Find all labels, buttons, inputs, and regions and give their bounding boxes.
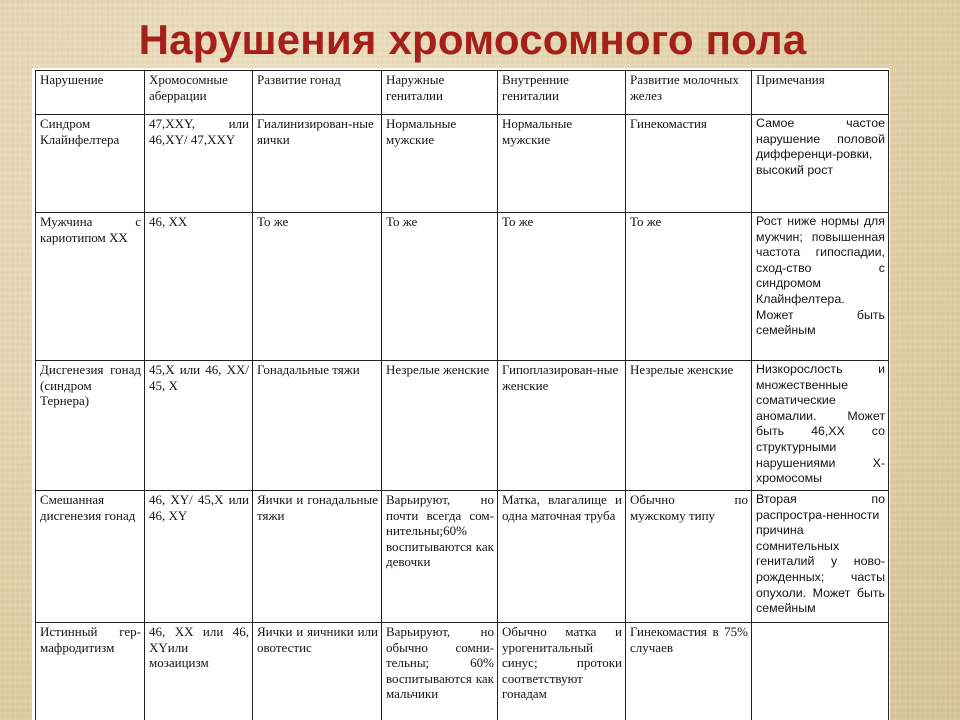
cell-external-genitalia: То же (382, 213, 498, 361)
header-breast-development: Развитие молочных желез (626, 71, 752, 115)
cell-external-genitalia: Варьируют, но обычно сомни-тельны; 60% воспитываются как мальчики (382, 623, 498, 720)
cell-aberrations: 46, XY/ 45,X или 46, XY (145, 491, 253, 623)
table-sheet (32, 68, 890, 720)
cell-notes: Самое частое нарушение половой дифференци-ровки, высокий рост (752, 115, 889, 213)
cell-aberrations: 46, XX или 46, XYили мозаицизм (145, 623, 253, 720)
header-notes: Примечания (752, 71, 889, 115)
cell-disorder: Мужчина с кариотипом XX (36, 213, 145, 361)
cell-breast-development: Незрелые женские (626, 361, 752, 491)
cell-internal-genitalia: То же (498, 213, 626, 361)
header-external-genitalia: Наружные гениталии (382, 71, 498, 115)
cell-gonads: Гонадальные тяжи (253, 361, 382, 491)
cell-breast-development: Гинекомастия в 75% случаев (626, 623, 752, 720)
cell-external-genitalia: Нормальные мужские (382, 115, 498, 213)
cell-internal-genitalia: Нормальные мужские (498, 115, 626, 213)
cell-disorder: Синдром Клайнфелтера (36, 115, 145, 213)
cell-internal-genitalia: Обычно матка и урогенитальный синус; протоки соответствуют гонадам (498, 623, 626, 720)
slide-title: Нарушения хромосомного пола (138, 16, 807, 63)
cell-notes: Низкорослость и множественные соматические аномалии. Может быть 46,XX со структурными нарушениями X-хромосомы (752, 361, 889, 491)
disorders-table (35, 70, 889, 720)
cell-disorder: Дисгенезия гонад (синдром Тернера) (36, 361, 145, 491)
cell-external-genitalia: Незрелые женские (382, 361, 498, 491)
cell-aberrations: 45,X или 46, XX/ 45, X (145, 361, 253, 491)
cell-breast-development: Обычно по мужскому типу (626, 491, 752, 623)
table-header-row (36, 71, 889, 115)
cell-disorder: Истинный гер-мафродитизм (36, 623, 145, 720)
cell-gonads: Яички и яичники или овотестис (253, 623, 382, 720)
header-gonads: Развитие гонад (253, 71, 382, 115)
header-internal-genitalia: Внутренние гениталии (498, 71, 626, 115)
cell-gonads: Гиалинизирован-ные яички (253, 115, 382, 213)
header-disorder: Нарушение (36, 71, 145, 115)
table-row (36, 115, 889, 213)
cell-breast-development: То же (626, 213, 752, 361)
table-row (36, 213, 889, 361)
cell-external-genitalia: Варьируют, но почти всегда сом-нительны;60% воспитываются как девочки (382, 491, 498, 623)
cell-gonads: Яички и гонадальные тяжи (253, 491, 382, 623)
table-row (36, 491, 889, 623)
header-aberrations: Хромосомные аберрации (145, 71, 253, 115)
table-row (36, 361, 889, 491)
cell-internal-genitalia: Матка, влагалище и одна маточная труба (498, 491, 626, 623)
cell-disorder: Смешанная дисгенезия гонад (36, 491, 145, 623)
cell-aberrations: 47,XXY, или 46,XY/ 47,XXY (145, 115, 253, 213)
cell-breast-development: Гинекомастия (626, 115, 752, 213)
cell-internal-genitalia: Гипоплазирован-ные женские (498, 361, 626, 491)
cell-notes (752, 623, 889, 720)
cell-notes: Рост ниже нормы для мужчин; повышенная частота гипоспадии, сход-ство с синдромом Клайнфелтера. Может быть семейным (752, 213, 889, 361)
cell-gonads: То же (253, 213, 382, 361)
cell-aberrations: 46, XX (145, 213, 253, 361)
cell-notes: Вторая по распростра-ненности причина сомнительных гениталий у ново-рожденных; часты опухоли. Может быть семейным (752, 491, 889, 623)
table-row (36, 623, 889, 720)
